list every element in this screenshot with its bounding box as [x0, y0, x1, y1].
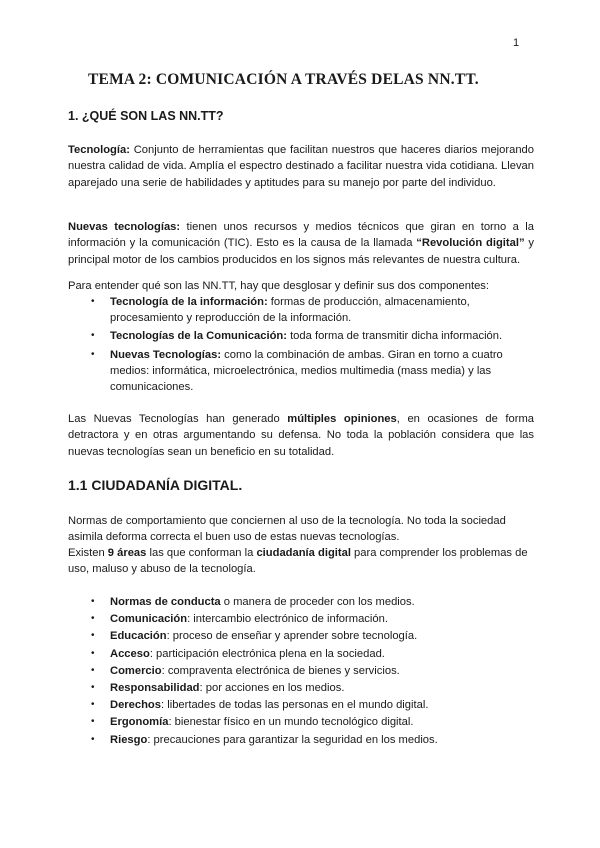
- text-areas-a: Existen: [68, 547, 108, 559]
- text-opiniones-b: , en ocasiones de forma detractora y en otras argumentando su defensa. No toda la población considera que las nuevas tecnologías sean un beneficio en su totalidad.: [68, 413, 534, 458]
- paragraph-nuevas-tecnologias: [68, 219, 534, 268]
- area-text: : compraventa electrónica de bienes y servicios.: [161, 664, 400, 677]
- list-item: [110, 611, 534, 627]
- text-nuevas-tecnologias-a: tienen unos recursos y medios técnicos que giran en torno a la información y la comunicación (TIC). Esto es la causa de la llamada: [68, 221, 534, 250]
- list-item: [110, 294, 534, 326]
- section-heading-ciudadania-digital: 1.1 CIUDADANÍA DIGITAL.: [68, 477, 243, 493]
- area-text: : participación electrónica plena en la sociedad.: [149, 647, 385, 660]
- quote-revolucion-digital: “Revolución digital”: [416, 237, 525, 250]
- area-term: Ergonomía: [110, 716, 169, 729]
- area-text: : por acciones en los medios.: [199, 682, 345, 695]
- bold-ciudadania-digital: ciudadanía digital: [256, 547, 351, 559]
- area-term: Educación: [110, 630, 167, 643]
- list-item: [110, 594, 534, 610]
- area-term: Comunicación: [110, 613, 188, 626]
- components-list: [110, 294, 534, 395]
- area-text: : intercambio electrónico de información.: [187, 613, 388, 626]
- area-text: : proceso de enseñar y aprender sobre tecnología.: [166, 630, 418, 643]
- list-item: [110, 347, 534, 396]
- paragraph-nueve-areas: [68, 545, 534, 578]
- text-areas-b: las que conforman la: [146, 547, 257, 559]
- areas-list: [110, 594, 534, 749]
- area-text: o manera de proceder con los medios.: [220, 596, 415, 608]
- section-heading-nntt: 1. ¿QUÉ SON LAS NN.TT?: [68, 109, 224, 123]
- bold-9-areas: 9 áreas: [107, 547, 147, 559]
- area-term: Derechos: [110, 699, 161, 712]
- term-nuevas-tecnologias: Nuevas tecnologías:: [68, 221, 181, 233]
- area-term: Responsabilidad: [110, 682, 200, 695]
- area-term: Comercio: [110, 664, 162, 677]
- list-item: [110, 697, 534, 713]
- area-term: Riesgo: [110, 733, 148, 746]
- area-term: Acceso: [110, 647, 150, 660]
- list-item: [110, 646, 534, 662]
- list-item: [110, 714, 534, 730]
- list-item: [110, 628, 534, 644]
- component-text: toda forma de transmitir dicha información.: [286, 330, 503, 343]
- list-item: [110, 328, 534, 344]
- text-opiniones-a: Las Nuevas Tecnologías han generado: [68, 413, 288, 425]
- text-areas-c: para comprender los problemas de uso, maluso y abuso de la tecnología.: [68, 547, 528, 576]
- paragraph-normas: Normas de comportamiento que conciernen al uso de la tecnología. No toda la sociedad asimila deforma correcta el buen uso de estas nuevas tecnologías.: [68, 515, 506, 544]
- paragraph-opiniones: [68, 411, 534, 460]
- component-text: como la combinación de ambas. Giran en torno a cuatro medios: informática, microelectrónica, medios multimedia (mass media) y las comunicaciones.: [110, 348, 503, 394]
- document-title: TEMA 2: COMUNICACIÓN A TRAVÉS DELAS NN.TT.: [88, 71, 479, 88]
- text-tecnologia: Conjunto de herramientas que facilitan nuestros que haceres diarios mejorando nuestra calidad de vida. Amplía el espectro destinado a facilitar nuestra vida cotidiana. Llevan aparejado una serie de habilidades y aptitudes para su manejo por parte del individuo.: [68, 144, 534, 189]
- component-term: Tecnologías de la Comunicación:: [110, 330, 287, 343]
- list-item: [110, 680, 534, 696]
- area-text: : bienestar físico en un mundo tecnológico digital.: [168, 716, 414, 729]
- area-text: : precauciones para garantizar la seguridad en los medios.: [147, 733, 438, 746]
- list-item: [110, 663, 534, 679]
- term-tecnologia: Tecnología:: [68, 144, 130, 156]
- bold-multiples-opiniones: múltiples opiniones: [287, 413, 397, 425]
- area-term: Normas de conducta: [110, 596, 221, 608]
- page-number: 1: [513, 37, 520, 49]
- paragraph-tecnologia: [68, 142, 534, 191]
- component-term: Nuevas Tecnologías:: [110, 348, 222, 361]
- list-item: [110, 732, 534, 748]
- component-text: formas de producción, almacenamiento, procesamiento y reproducción de la información.: [110, 296, 470, 325]
- area-text: : libertades de todas las personas en el mundo digital.: [161, 699, 429, 712]
- component-term: Tecnología de la información:: [110, 296, 268, 308]
- text-nuevas-tecnologias-b: y principal motor de los cambios producidos en los signos más relevantes de nuestra cultura.: [68, 237, 534, 266]
- paragraph-intro-componentes: Para entender qué son las NN.TT, hay que desglosar y definir sus dos componentes:: [68, 280, 490, 292]
